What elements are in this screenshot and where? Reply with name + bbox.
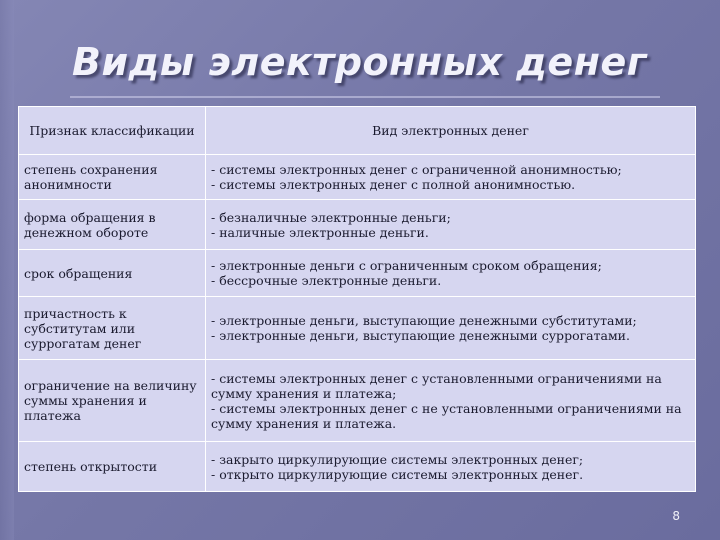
criterion-cell: ограничение на величину суммы хранения и платежа <box>19 360 206 442</box>
type-item: - открыто циркулирующие системы электронных денег. <box>211 466 584 482</box>
criterion-cell: степень открытости <box>19 442 206 492</box>
table-row <box>19 297 696 360</box>
table-row <box>19 200 696 250</box>
type-item: - наличные электронные деньги. <box>211 224 429 240</box>
type-item: - системы электронных денег с не установленными ограничениями на сумму хранения и платежа. <box>211 400 682 431</box>
types-cell <box>206 360 696 442</box>
type-item: - электронные деньги, выступающие денежными субститутами; <box>211 313 637 328</box>
types-cell <box>206 297 696 360</box>
type-item: - системы электронных денег с ограниченной анонимностью; <box>211 162 622 177</box>
slide-left-decoration <box>0 0 14 540</box>
slide-title: Виды электронных денег <box>72 40 648 84</box>
title-underline <box>70 96 660 98</box>
type-item: - закрыто циркулирующие системы электронных денег; <box>211 451 584 467</box>
types-cell <box>206 200 696 250</box>
types-cell <box>206 155 696 200</box>
page-number: 8 <box>672 509 680 523</box>
type-item: - системы электронных денег с установленными ограничениями на сумму хранения и платежа; <box>211 370 662 401</box>
type-item: - бессрочные электронные деньги. <box>211 273 442 288</box>
type-item: - безналичные электронные деньги; <box>211 209 451 225</box>
criterion-cell: степень сохранения анонимности <box>19 155 206 200</box>
classification-table <box>18 106 696 492</box>
header-criterion: Признак классификации <box>19 107 206 155</box>
criterion-cell: форма обращения в денежном обороте <box>19 200 206 250</box>
type-item: - электронные деньги, выступающие денежными суррогатами. <box>211 328 630 343</box>
table-header-row <box>19 107 696 155</box>
types-cell <box>206 250 696 297</box>
type-item: - системы электронных денег с полной анонимностью. <box>211 177 576 192</box>
types-cell <box>206 442 696 492</box>
table-row <box>19 360 696 442</box>
table-row <box>19 155 696 200</box>
header-types: Вид электронных денег <box>206 107 696 155</box>
table-row <box>19 442 696 492</box>
type-item: - электронные деньги с ограниченным сроком обращения; <box>211 258 602 273</box>
criterion-cell: причастность к субститутам или суррогатам денег <box>19 297 206 360</box>
criterion-cell: срок обращения <box>19 250 206 297</box>
table-row <box>19 250 696 297</box>
